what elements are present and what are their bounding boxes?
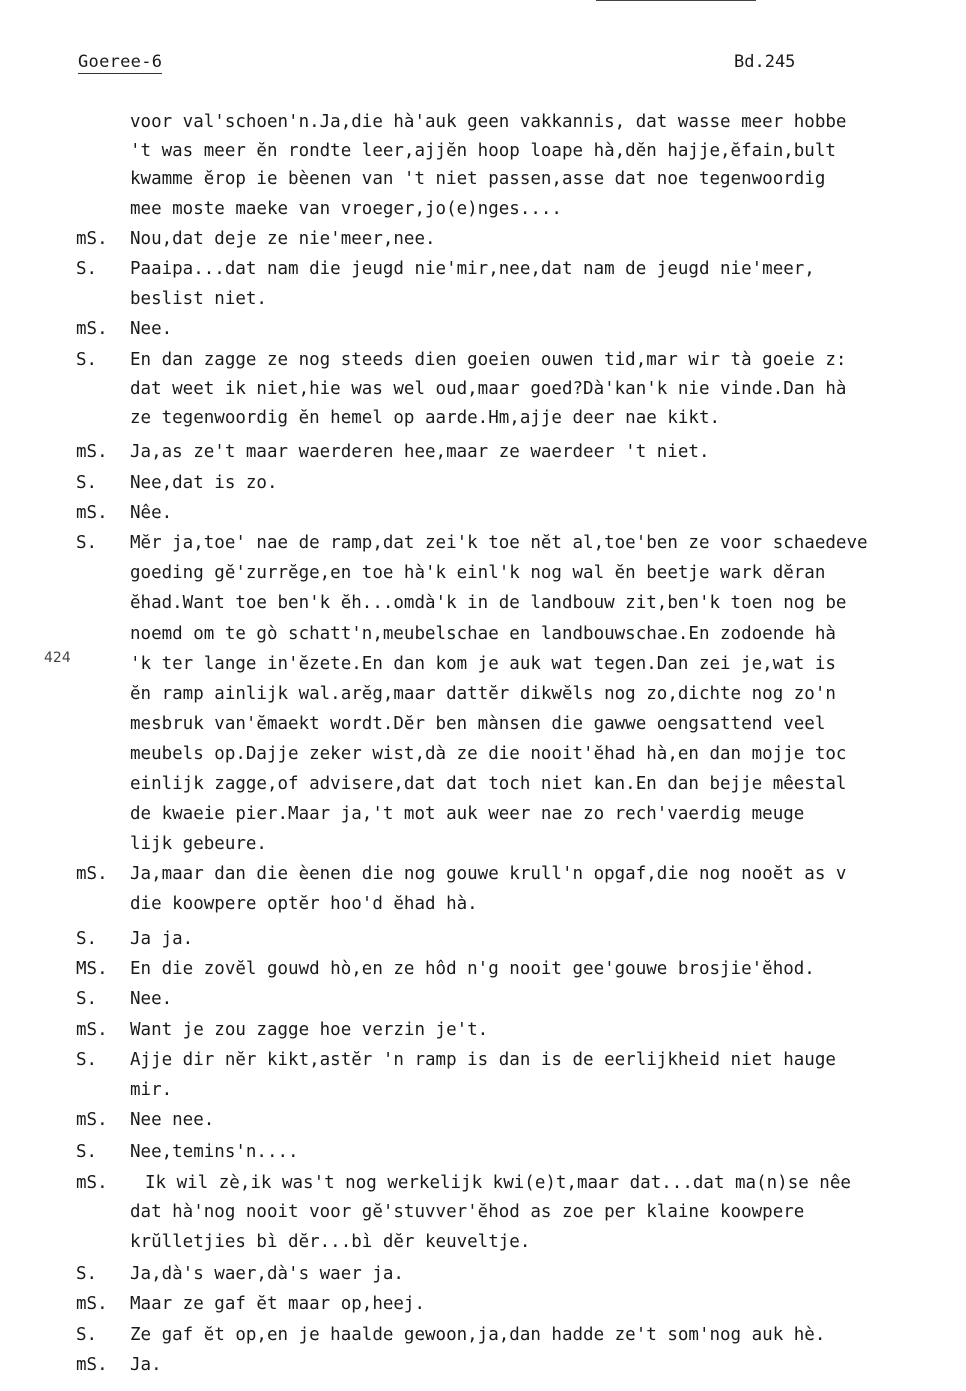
speaker-label: mS. <box>76 864 108 884</box>
transcript-line <box>0 680 966 708</box>
line-text: Nee,dat is zo. <box>130 473 278 493</box>
transcript-line <box>0 620 966 648</box>
line-text: Nee nee. <box>130 1110 215 1130</box>
line-text: Nou,dat deje ze nie'meer,nee. <box>130 229 436 249</box>
transcript-line <box>0 559 966 587</box>
speaker-label: S. <box>76 350 98 370</box>
transcript-line <box>0 315 966 343</box>
line-text: kwamme ĕrop ie bèenen van 't niet passen,asse dat noe tegenwoordig <box>130 169 826 189</box>
speaker-label: mS. <box>76 1355 108 1375</box>
line-text: 'k ter lange in'ĕzete.En dan kom je auk wat tegen.Dan zei je,wat is <box>130 654 836 674</box>
speaker-label: mS. <box>76 1173 108 1193</box>
transcript-line <box>0 955 966 983</box>
speaker-label: mS. <box>76 503 108 523</box>
line-text: goeding gĕ'zurrĕge,en toe hà'k einl'k nog wal ĕn beetje wark dĕran <box>130 563 826 583</box>
line-text: Ja,maar dan die èenen die nog gouwe krull'n opgaf,die nog nooĕt as v <box>130 864 847 884</box>
line-text: Ja ja. <box>130 929 194 949</box>
line-text: Maar ze gaf ĕt maar op,heej. <box>130 1294 426 1314</box>
transcript-line <box>0 438 966 466</box>
line-text: ĕhad.Want toe ben'k ĕh...omdà'k in de landbouw zit,ben'k toen nog be <box>130 593 847 613</box>
speaker-label: mS. <box>76 1294 108 1314</box>
volume-number: Bd.245 <box>734 52 796 72</box>
line-text: noemd om te gò schatt'n,meubelschae en landbouwschae.En zodoende hà <box>130 624 836 644</box>
line-text: Ja. <box>130 1355 162 1375</box>
line-text: voor val'schoen'n.Ja,die hà'auk geen vakkannis, dat wasse meer hobbe <box>130 112 847 132</box>
transcript-line <box>0 770 966 798</box>
transcript-line <box>0 1351 966 1379</box>
transcript-line <box>0 499 966 527</box>
transcript-line <box>0 255 966 283</box>
line-text: Nee,temins'n.... <box>130 1142 299 1162</box>
transcript-line <box>0 1046 966 1074</box>
document-id: Goeree-6 <box>78 52 163 72</box>
line-text: die koowpere optĕr hoo'd ĕhad hà. <box>130 894 478 914</box>
line-text: En die zovĕl gouwd hò,en ze hôd n'g nooit gee'gouwe brosjie'ĕhod. <box>130 959 815 979</box>
line-text: krŭlletjies bì dĕr...bì dĕr keuveltje. <box>130 1232 531 1252</box>
speaker-label: mS. <box>76 319 108 339</box>
transcript-line <box>0 650 966 678</box>
transcript-line <box>0 985 966 1013</box>
transcript-line <box>0 860 966 888</box>
transcript-line <box>0 529 966 557</box>
transcript-line <box>0 890 966 918</box>
transcript-line <box>0 1321 966 1349</box>
line-text: Nêe. <box>130 503 173 523</box>
transcript-line <box>0 589 966 617</box>
line-text: Ajje dir nĕr kikt,astĕr 'n ramp is dan is de eerlijkheid niet hauge <box>130 1050 836 1070</box>
top-rule <box>596 0 756 1</box>
transcript-line <box>0 1198 966 1226</box>
line-text: meubels op.Dajje zeker wist,dà ze die nooit'ĕhad hà,en dan mojje toc <box>130 744 847 764</box>
speaker-label: S. <box>76 989 98 1009</box>
speaker-label: mS. <box>76 229 108 249</box>
line-text: Ja,as ze't maar waerderen hee,maar ze waerdeer 't niet. <box>130 442 710 462</box>
line-text: einlijk zagge,of advisere,dat dat toch niet kan.En dan bejje mêestal <box>130 774 847 794</box>
line-text: beslist niet. <box>130 289 267 309</box>
speaker-label: mS. <box>76 1110 108 1130</box>
transcript-line <box>0 830 966 858</box>
transcript-line <box>0 1260 966 1288</box>
line-text: Ze gaf ĕt op,en je haalde gewoon,ja,dan hadde ze't som'nog auk hè. <box>130 1325 826 1345</box>
speaker-label: S. <box>76 533 98 553</box>
margin-note: 424 <box>44 650 71 666</box>
line-text: mir. <box>130 1080 173 1100</box>
transcript-line <box>0 225 966 253</box>
line-text: mesbruk van'ĕmaekt wordt.Dĕr ben mànsen die gawwe oengsattend veel <box>130 714 826 734</box>
line-text: Ja,dà's waer,dà's waer ja. <box>130 1264 404 1284</box>
line-text: de kwaeie pier.Maar ja,'t mot auk weer nae zo rech'vaerdig meuge <box>130 804 805 824</box>
speaker-label: S. <box>76 473 98 493</box>
transcript-line <box>0 469 966 497</box>
line-text: Ik wil zè,ik was't nog werkelijk kwi(e)t,maar dat...dat ma(n)se nêe <box>145 1173 851 1193</box>
transcript-line <box>0 137 966 165</box>
line-text: En dan zagge ze nog steeds dien goeien ouwen tid,mar wir tà goeie z: <box>130 350 847 370</box>
line-text: mee moste maeke van vroeger,jo(e)nges.... <box>130 199 562 219</box>
line-text: dat hà'nog nooit voor gĕ'stuvver'ĕhod as zoe per klaine koowpere <box>130 1202 805 1222</box>
speaker-label: S. <box>76 1050 98 1070</box>
speaker-label: MS. <box>76 959 108 979</box>
line-text: Mĕr ja,toe' nae de ramp,dat zei'k toe nĕt al,toe'ben ze voor schaedeve <box>130 533 868 553</box>
line-text: 't was meer ĕn rondte leer,ajjĕn hoop loape hà,dĕn hajje,ĕfain,bult <box>130 141 836 161</box>
transcript-line <box>0 404 966 432</box>
transcript-line <box>0 800 966 828</box>
speaker-label: S. <box>76 1325 98 1345</box>
line-text: Nee. <box>130 989 173 1009</box>
transcript-line <box>0 1290 966 1318</box>
transcript-line <box>0 925 966 953</box>
line-text: Want je zou zagge hoe verzin je't. <box>130 1020 489 1040</box>
transcript-line <box>0 710 966 738</box>
transcript-line <box>0 165 966 193</box>
transcript-line <box>0 108 966 136</box>
speaker-label: S. <box>76 1264 98 1284</box>
transcript-line <box>0 1138 966 1166</box>
line-text: Nee. <box>130 319 173 339</box>
transcript-line <box>0 346 966 374</box>
line-text: ze tegenwoordig ĕn hemel op aarde.Hm,ajje deer nae kikt. <box>130 408 721 428</box>
line-text: Paaipa...dat nam die jeugd nie'mir,nee,dat nam de jeugd nie'meer, <box>130 259 815 279</box>
transcript-line <box>0 375 966 403</box>
speaker-label: mS. <box>76 1020 108 1040</box>
transcript-line <box>0 285 966 313</box>
line-text: lijk gebeure. <box>130 834 267 854</box>
speaker-label: S. <box>76 929 98 949</box>
transcript-line <box>0 1016 966 1044</box>
line-text: ĕn ramp ainlijk wal.arĕg,maar dattĕr dikwĕls nog zo,dichte nog zo'n <box>130 684 836 704</box>
transcript-line <box>0 740 966 768</box>
speaker-label: mS. <box>76 442 108 462</box>
line-text: dat weet ik niet,hie was wel oud,maar goed?Dà'kan'k nie vinde.Dan hà <box>130 379 847 399</box>
speaker-label: S. <box>76 259 98 279</box>
transcript-line <box>0 195 966 223</box>
transcript-line <box>0 1169 966 1197</box>
transcript-line <box>0 1228 966 1256</box>
transcript-line <box>0 1076 966 1104</box>
transcript-line <box>0 1106 966 1134</box>
speaker-label: S. <box>76 1142 98 1162</box>
